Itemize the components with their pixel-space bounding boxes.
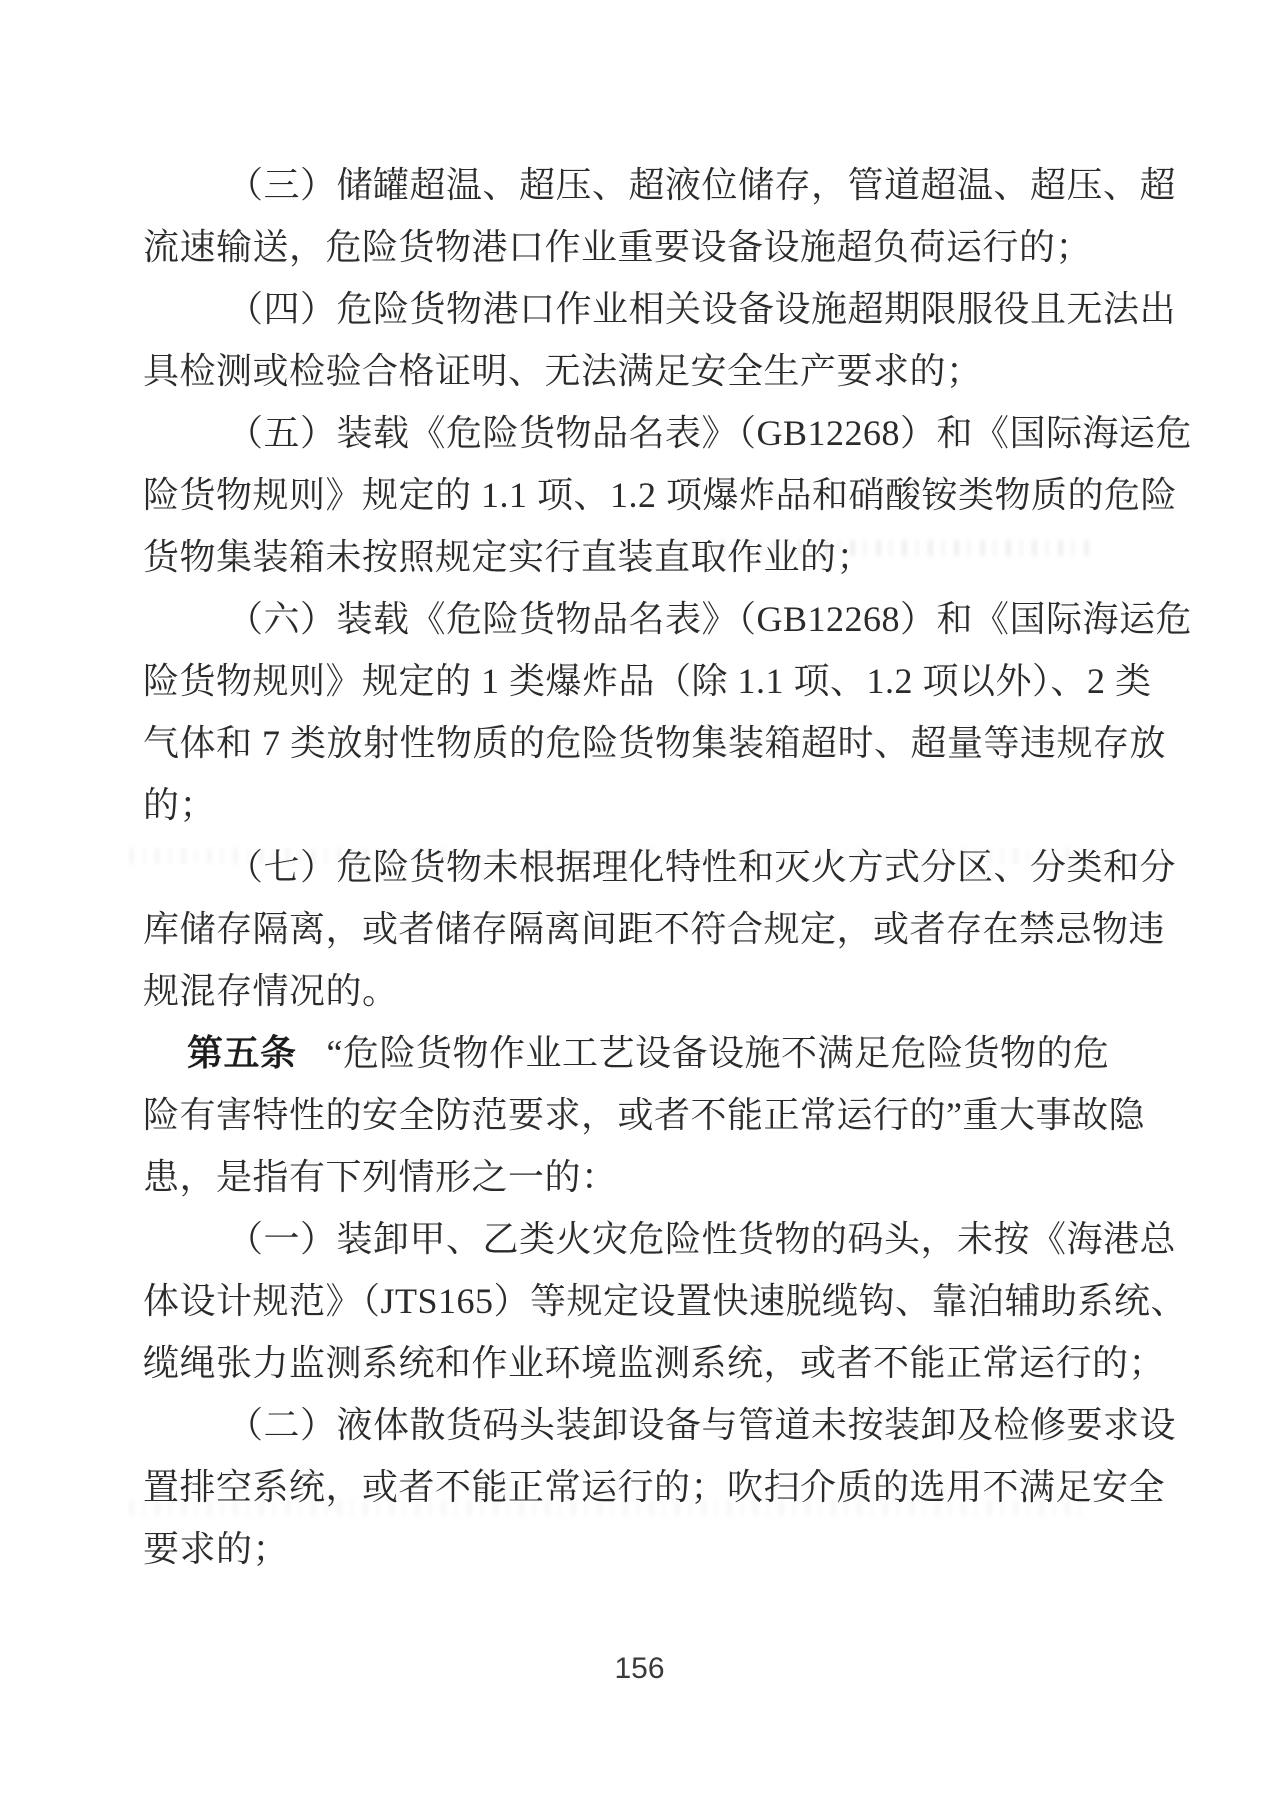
text-line: 缆绳张力监测系统和作业环境监测系统，或者不能正常运行的；	[143, 1343, 1166, 1383]
article-text: “危险货物作业工艺设备设施不满足危险货物的危	[326, 1033, 1110, 1073]
paragraph-item-7	[143, 836, 1177, 1022]
paragraph-item-3	[143, 154, 1177, 278]
text-line: （四）危险货物港口作业相关设备设施超期限服役且无法出	[227, 289, 1177, 329]
text-line: 的；	[143, 785, 217, 825]
text-line: 体设计规范》（JTS165）等规定设置快速脱缆钩、靠泊辅助系统、	[143, 1281, 1188, 1321]
text-line: 置排空系统，或者不能正常运行的；吹扫介质的选用不满足安全	[143, 1467, 1166, 1507]
text-line: 险有害特性的安全防范要求，或者不能正常运行的”重大事故隐	[143, 1095, 1145, 1135]
text-line: 要求的；	[143, 1529, 290, 1569]
page-number: 156	[614, 1652, 665, 1685]
text-line: 流速输送，危险货物港口作业重要设备设施超负荷运行的；	[143, 227, 1093, 267]
text-line: 规混存情况的。	[143, 971, 399, 1011]
text-line: 患，是指有下列情形之一的：	[143, 1157, 618, 1197]
paragraph-item-5	[143, 402, 1193, 588]
text-line: 险货物规则》规定的 1 类爆炸品（除 1.1 项、1.2 项以外）、2 类	[143, 661, 1152, 701]
article-number: 第五条	[187, 1032, 297, 1073]
paragraph-item-4	[143, 278, 1177, 402]
text-block	[143, 154, 1193, 1580]
text-line: （一）装卸甲、乙类火灾危险性货物的码头，未按《海港总	[227, 1219, 1177, 1259]
text-line	[143, 1022, 1110, 1084]
text-line: （二）液体散货码头装卸设备与管道未按装卸及检修要求设	[227, 1405, 1177, 1445]
text-line: 具检测或检验合格证明、无法满足安全生产要求的；	[143, 351, 983, 391]
text-line: 气体和 7 类放射性物质的危险货物集装箱超时、超量等违规存放	[143, 723, 1167, 763]
paragraph-item-2	[143, 1394, 1177, 1580]
text-line: （七）危险货物未根据理化特性和灭火方式分区、分类和分	[227, 847, 1177, 887]
text-line: （六）装载《危险货物品名表》（GB12268）和《国际海运危	[227, 599, 1193, 639]
text-line: 库储存隔离，或者储存隔离间距不符合规定，或者存在禁忌物违	[143, 909, 1166, 949]
text-line: 险货物规则》规定的 1.1 项、1.2 项爆炸品和硝酸铵类物质的危险	[143, 475, 1178, 515]
paragraph-article-5	[143, 1022, 1145, 1208]
text-line: （五）装载《危险货物品名表》（GB12268）和《国际海运危	[227, 413, 1193, 453]
text-line: 货物集装箱未按照规定实行直装直取作业的；	[143, 537, 874, 577]
text-line: （三）储罐超温、超压、超液位储存，管道超温、超压、超	[227, 165, 1177, 205]
paragraph-item-6	[143, 588, 1193, 836]
paragraph-item-1	[143, 1208, 1188, 1394]
